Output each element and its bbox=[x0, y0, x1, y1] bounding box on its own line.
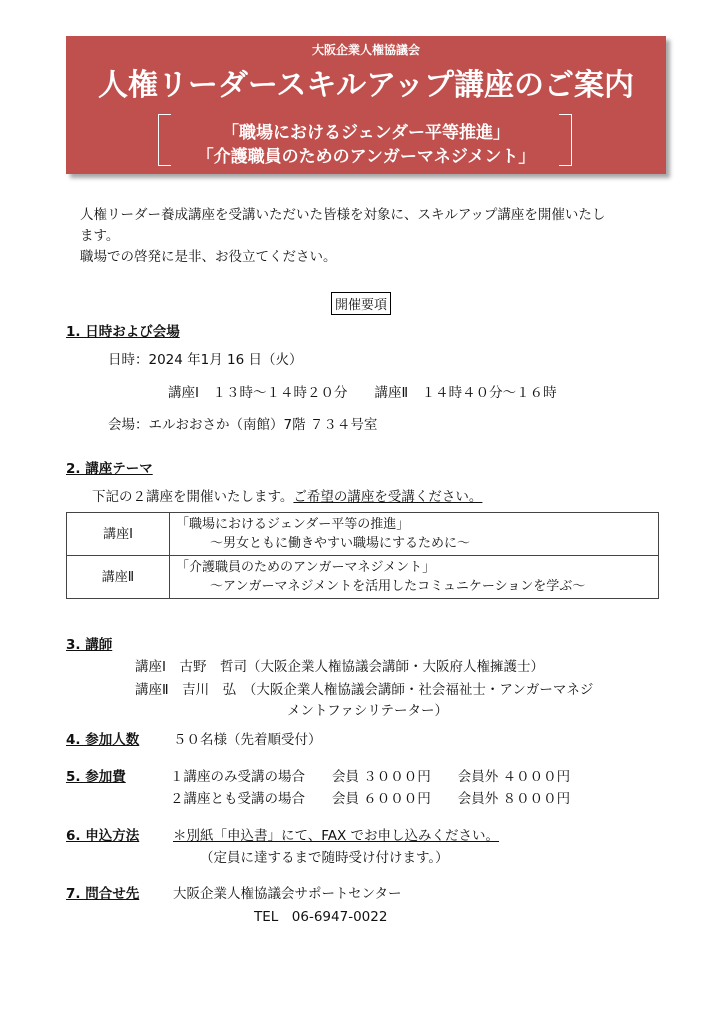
themes-lead-note: ご希望の講座を受講ください。 bbox=[293, 489, 483, 505]
outline-label: 開催要項 bbox=[331, 292, 391, 315]
theme-cell bbox=[170, 556, 659, 599]
subtitle-2: 「介護職員のためのアンガーマネジメント」 bbox=[196, 147, 536, 167]
intro-line: 職場での啓発に是非、お役立てください。 bbox=[80, 249, 337, 265]
theme-title: 「職場におけるジェンダー平等の推進」 bbox=[176, 517, 410, 532]
event-date: 日時：2024 年1月 16 日（火） bbox=[108, 352, 303, 368]
section-6-heading: 6. 申込方法 bbox=[66, 828, 140, 844]
theme-key: 講座Ⅱ bbox=[67, 556, 170, 599]
contact-tel: TEL 06-6947-0022 bbox=[254, 909, 388, 925]
section-4-heading: 4. 参加人数 bbox=[66, 732, 140, 748]
lecturer-1: 講座Ⅰ 古野 哲司（大阪企業人権協議会講師・大阪府人権擁護士） bbox=[135, 659, 544, 675]
themes-lead bbox=[92, 485, 482, 505]
fee-line-1: １講座のみ受講の場合 会員 ３０００円 会員外 ４０００円 bbox=[170, 769, 571, 785]
contact-name: 大阪企業人権協議会サポートセンター bbox=[173, 886, 402, 902]
intro-text bbox=[80, 205, 660, 268]
theme-subtitle: ～アンガーマネジメントを活用したコミュニケーションを学ぶ～ bbox=[210, 579, 586, 594]
themes-table bbox=[66, 512, 659, 599]
page-title: 人権リーダースキルアップ講座のご案内 bbox=[97, 68, 635, 103]
apply-note: （定員に達するまで随時受け付けます。） bbox=[200, 850, 449, 866]
themes-lead-text: 下記の２講座を開催いたします。 bbox=[92, 489, 294, 505]
section-2-heading: 2. 講座テーマ bbox=[66, 461, 153, 477]
section-1-heading: 1. 日時および会場 bbox=[66, 324, 180, 340]
intro-line: 人権リーダー養成講座を受講いただいた皆様を対象に、スキルアップ講座を開催いたし bbox=[80, 207, 606, 223]
table-row bbox=[67, 556, 659, 599]
org-name: 大阪企業人権協議会 bbox=[311, 43, 420, 57]
theme-title: 「介護職員のためのアンガーマネジメント」 bbox=[176, 560, 436, 575]
theme-key: 講座Ⅰ bbox=[67, 513, 170, 556]
lecturer-2-cont: メントファシリテーター） bbox=[287, 703, 449, 719]
apply-method: ＊別紙「申込書」にて、FAX でお申し込みください。 bbox=[173, 828, 500, 844]
section-7-heading: 7. 問合せ先 bbox=[66, 886, 140, 902]
theme-cell bbox=[170, 513, 659, 556]
event-venue: 会場：エルおおさか（南館）7階 ７３４号室 bbox=[108, 417, 378, 433]
section-3-heading: 3. 講師 bbox=[66, 637, 113, 653]
capacity: ５０名様（先着順受付） bbox=[173, 732, 322, 748]
subtitle-1: 「職場におけるジェンダー平等推進」 bbox=[222, 123, 510, 143]
lecturer-2: 講座Ⅱ 吉川 弘 （大阪企業人権協議会講師・社会福祉士・アンガーマネジ bbox=[135, 682, 594, 698]
section-5-heading: 5. 参加費 bbox=[66, 769, 126, 785]
session-times: 講座Ⅰ １３時～１４時２０分 講座Ⅱ １４時４０分～１６時 bbox=[168, 385, 557, 401]
theme-subtitle: ～男女ともに働きやすい職場にするために～ bbox=[210, 536, 471, 551]
fee-line-2: ２講座とも受講の場合 会員 ６０００円 会員外 ８０００円 bbox=[170, 791, 571, 807]
header-banner bbox=[66, 36, 666, 174]
table-row bbox=[67, 513, 659, 556]
intro-line: ます。 bbox=[80, 228, 120, 244]
